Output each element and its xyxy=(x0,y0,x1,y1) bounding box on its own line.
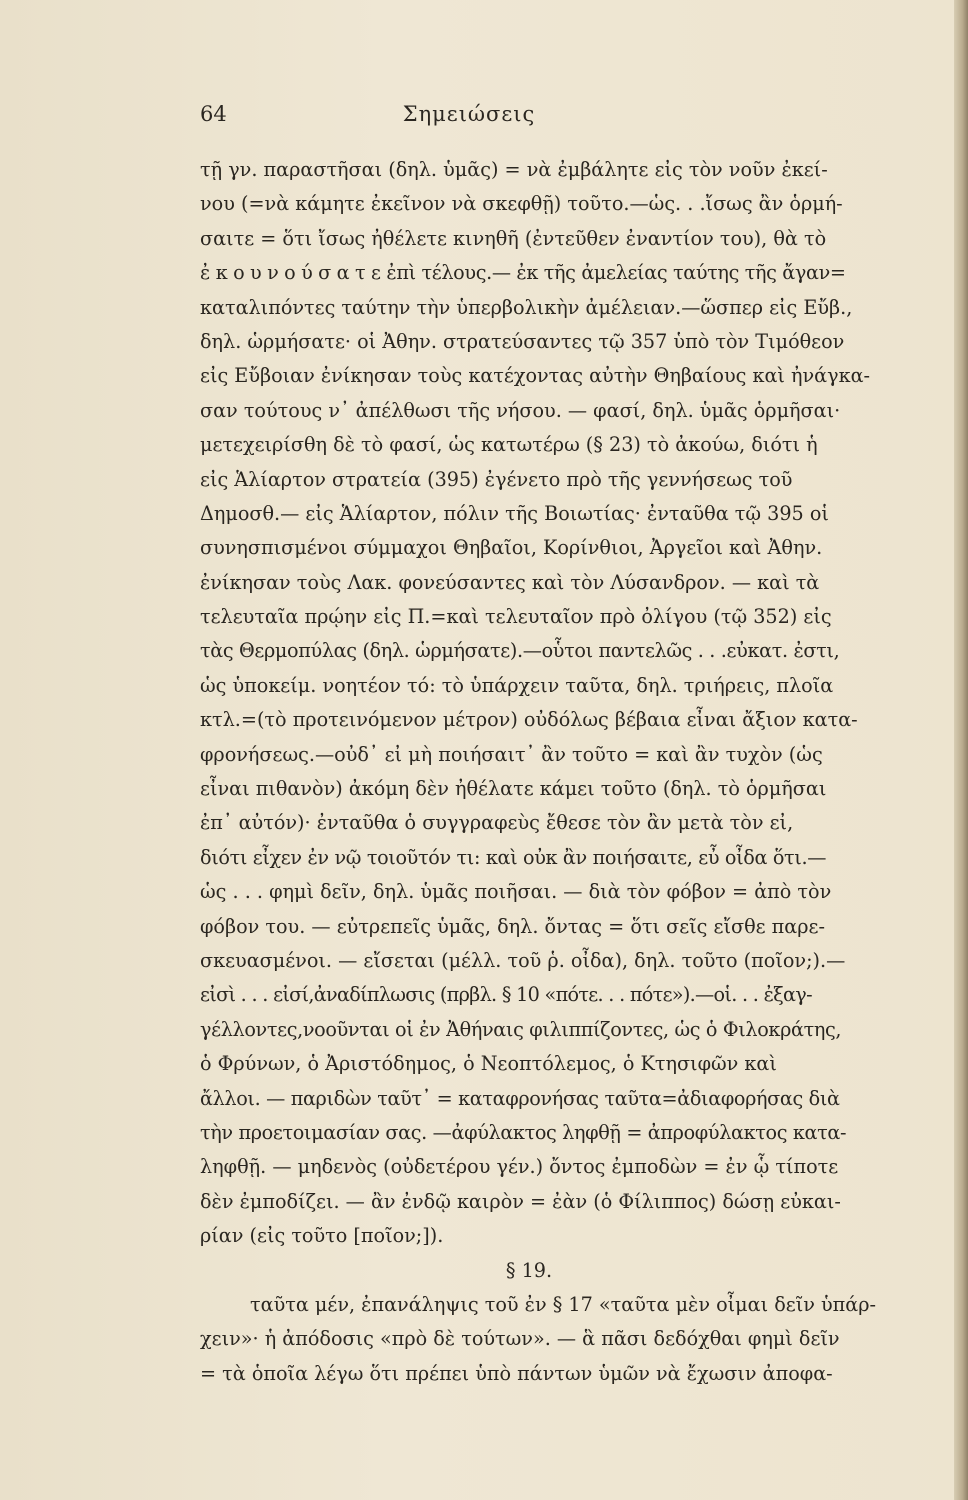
text-line: σαιτε = ὅτι ἴσως ἠθέλετε κινηθῆ (ἐντεῦθεν ἐναντίον του), θὰ τὸ xyxy=(200,226,827,250)
text-line: ταῦτα μέν, ἐπανάληψις τοῦ ἐν § 17 «ταῦτα μὲν οἶμαι δεῖν ὑπάρ- xyxy=(250,1292,877,1316)
text-line: διότι εἶχεν ἐν νῷ τοιοῦτόν τι: καὶ οὐκ ἂν ποιήσαιτε, εὖ οἶδα ὅτι.— xyxy=(200,845,827,869)
text-line: φόβον του. — εὐτρεπεῖς ὑμᾶς, δηλ. ὄντας = ὅτι σεῖς εἴσθε παρε- xyxy=(200,914,825,938)
text-line: γέλλοντες,νοοῦνται οἱ ἐν Ἀθήναις φιλιππίζοντες, ὡς ὁ Φιλοκράτης, xyxy=(200,1017,842,1041)
text-line: χειν»· ἡ ἀπόδοσις «πρὸ δὲ τούτων». — ἃ πᾶσι δεδόχθαι φημὶ δεῖν xyxy=(200,1327,840,1351)
text-line: καταλιπόντες ταύτην τὴν ὑπερβολικὴν ἀμέλειαν.—ὥσπερ εἰς Εὔβ., xyxy=(200,295,853,319)
text-line: ἄλλοι. — παριδὼν ταῦτ᾽ = καταφρονήσας ταῦτα=ἀδιαφορήσας διὰ xyxy=(200,1086,840,1110)
text-line: τελευταῖα πρῴην εἰς Π.=καὶ τελευταῖον πρὸ ὀλίγου (τῷ 352) εἰς xyxy=(200,605,832,629)
text-line: σκευασμένοι. — εἴσεται (μέλλ. τοῦ ῥ. οἶδα), δηλ. τοῦτο (ποῖον;).— xyxy=(200,948,846,972)
text-line: εἰσὶ . . . εἰσί,ἀναδίπλωσις (πρβλ. § 10 «πότε. . . πότε»).—οἱ. . . ἐξαγ- xyxy=(200,983,812,1007)
text-line: εἰς Ἁλίαρτον στρατεία (395) ἐγένετο πρὸ τῆς γεννήσεως τοῦ xyxy=(200,467,793,491)
page-header xyxy=(200,102,738,142)
notes-body xyxy=(200,153,877,1391)
text-line: ἐπ᾽ αὐτόν)· ἐνταῦθα ὁ συγγραφεὺς ἔθεσε τὸν ἂν μετὰ τὸν εἰ, xyxy=(200,811,794,835)
text-line: ὡς ὑποκείμ. νοητέον τό: τὸ ὑπάρχειν ταῦτα, δηλ. τριήρεις, πλοῖα xyxy=(200,673,834,697)
text-line: σαν τούτους ν᾽ ἀπέλθωσι τῆς νήσου. — φασί, δηλ. ὑμᾶς ὁρμῆσαι· xyxy=(200,398,841,422)
section-heading: § 19. xyxy=(505,1258,553,1282)
text-line: Δημοσθ.— εἰς Ἁλίαρτον, πόλιν τῆς Βοιωτίας· ἐνταῦθα τῷ 395 οἱ xyxy=(200,501,829,525)
running-head: Σημειώσεις xyxy=(402,102,536,126)
text-line: εἶναι πιθανὸν) ἀκόμη δὲν ἠθέλατε κάμει τοῦτο (δηλ. τὸ ὁρμῆσαι xyxy=(200,777,827,801)
text-line: ὁ Φρύνων, ὁ Ἀριστόδημος, ὁ Νεοπτόλεμος, ὁ Κτησιφῶν καὶ xyxy=(200,1052,777,1076)
text-line: μετεχειρίσθη δὲ τὸ φασί, ὡς κατωτέρω (§ 23) τὸ ἀκούω, διότι ἡ xyxy=(200,433,818,457)
text-line: δὲν ἐμποδίζει. — ἂν ἐνδῷ καιρὸν = ἐὰν (ὁ Φίλιππος) δώσῃ εὐκαι- xyxy=(200,1189,841,1213)
text-line: ἐ κ ο υ ν ο ύ σ α τ ε ἐπὶ τέλους.— ἐκ τῆς ἀμελείας ταύτης τῆς ἄγαν= xyxy=(200,261,846,285)
text-line: = τὰ ὁποῖα λέγω ὅτι πρέπει ὑπὸ πάντων ὑμῶν νὰ ἔχωσιν ἀποφα- xyxy=(200,1361,833,1385)
text-line: νου (=νὰ κάμητε ἐκεῖνον νὰ σκεφθῇ) τοῦτο.—ὡς. . .ἴσως ἂν ὁρμή- xyxy=(200,192,843,216)
page-edge xyxy=(954,0,968,1500)
text-line: ἐνίκησαν τοὺς Λακ. φονεύσαντες καὶ τὸν Λύσανδρον. — καὶ τὰ xyxy=(200,570,820,594)
text-line: ληφθῇ. — μηδενὸς (οὐδετέρου γέν.) ὄντος ἐμποδὼν = ἐν ᾧ τίποτε xyxy=(200,1155,839,1179)
text-line: τὴν προετοιμασίαν σας. —ἀφύλακτος ληφθῇ = ἀπροφύλακτος κατα- xyxy=(200,1120,847,1144)
text-line: ρίαν (εἰς τοῦτο [ποῖον;]). xyxy=(200,1224,444,1248)
text-line: τὰς Θερμοπύλας (δηλ. ὡρμήσατε).—οὗτοι παντελῶς . . .εὐκατ. ἐστι, xyxy=(200,639,840,663)
text-line: δηλ. ὡρμήσατε· οἱ Ἀθην. στρατεύσαντες τῷ 357 ὑπὸ τὸν Τιμόθεον xyxy=(200,329,845,353)
text-line: συνησπισμένοι σύμμαχοι Θηβαῖοι, Κορίνθιοι, Ἀργεῖοι καὶ Ἀθην. xyxy=(200,536,823,560)
page-number: 64 xyxy=(200,102,227,126)
text-line: εἰς Εὔβοιαν ἐνίκησαν τοὺς κατέχοντας αὐτὴν Θηβαίους καὶ ἠνάγκα- xyxy=(200,364,871,388)
text-line: κτλ.=(τὸ προτεινόμενον μέτρον) οὐδόλως βέβαια εἶναι ἄξιον κατα- xyxy=(200,708,858,732)
text-line: ὡς . . . φημὶ δεῖν, δηλ. ὑμᾶς ποιῆσαι. — διὰ τὸν φόβον = ἀπὸ τὸν xyxy=(200,880,832,904)
text-line: φρονήσεως.—οὐδ᾽ εἰ μὴ ποιήσαιτ᾽ ἂν τοῦτο = καὶ ἂν τυχὸν (ὡς xyxy=(200,742,823,766)
text-line: τῇ γν. παραστῆσαι (δηλ. ὑμᾶς) = νὰ ἐμβάλητε εἰς τὸν νοῦν ἐκεί- xyxy=(200,158,828,181)
